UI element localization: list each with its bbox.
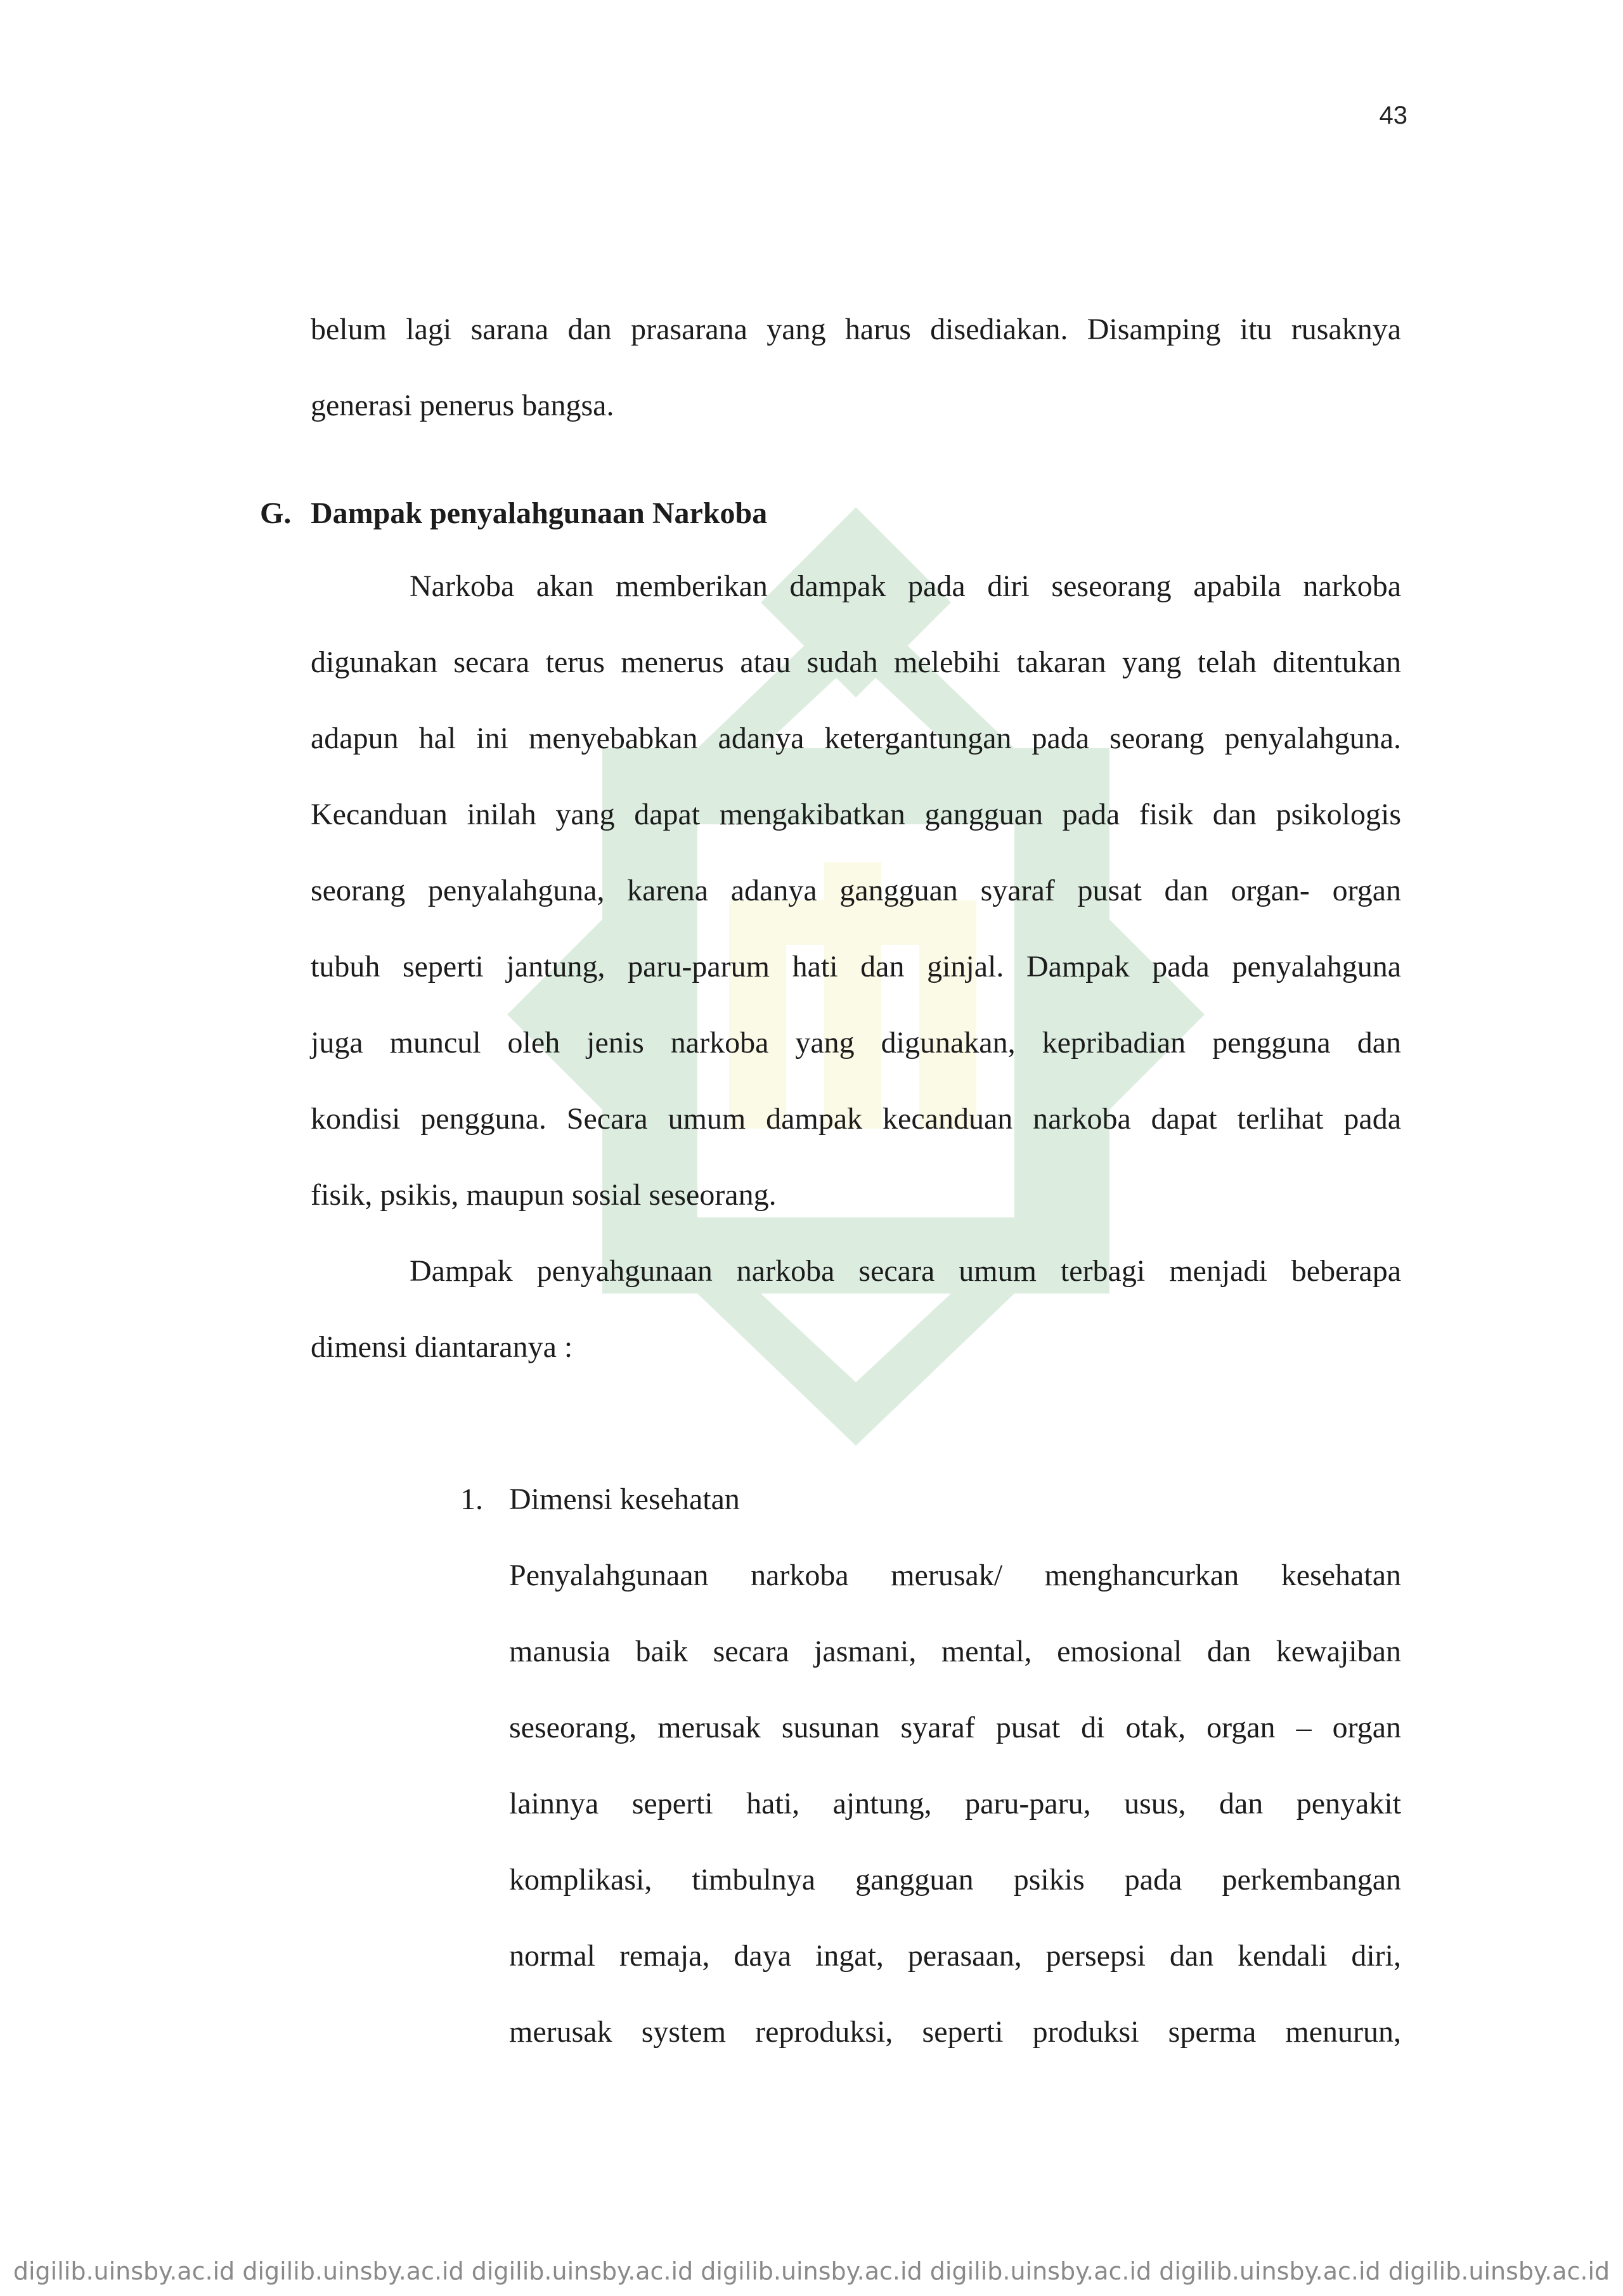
intro-paragraph — [311, 292, 1401, 444]
paragraph-line: digunakan secara terus menerus atau sudah melebihi takaran yang telah ditentukan — [311, 645, 1401, 679]
paragraph-line: adapun hal ini menyebabkan adanya ketergantungan pada seorang penyalahguna. — [311, 722, 1401, 755]
section-title: Dampak penyalahgunaan Narkoba — [311, 496, 768, 530]
paragraph-line: Dampak penyahgunaan narkoba secara umum terbagi menjadi beberapa — [410, 1254, 1401, 1288]
paragraph-1 — [311, 548, 1401, 1233]
paragraph-line: fisik, psikis, maupun sosial seseorang. — [311, 1178, 777, 1212]
intro-line: belum lagi sarana dan prasarana yang harus disediakan. Disamping itu rusaknya — [311, 313, 1401, 346]
footer-watermark-text: digilib.uinsby.ac.id digilib.uinsby.ac.id digilib.uinsby.ac.id digilib.uinsby.ac.id digilib.uinsby.ac.id digilib.uinsby.ac.id digilib.uinsby.ac.id — [13, 2257, 1610, 2285]
intro-line: generasi penerus bangsa. — [311, 389, 614, 422]
section-heading — [260, 488, 767, 539]
page-number: 43 — [1379, 101, 1407, 129]
paragraph-2 — [311, 1233, 1401, 1385]
list-item-line: normal remaja, daya ingat, perasaan, persepsi dan kendali diri, — [509, 1939, 1401, 1973]
paragraph-line: Kecanduan inilah yang dapat mengakibatkan gangguan pada fisik dan psikologis — [311, 798, 1401, 831]
list-item — [509, 1462, 1401, 2070]
list-item-line: lainnya seperti hati, ajntung, paru-paru, usus, dan penyakit — [509, 1787, 1401, 1820]
paragraph-line: Narkoba akan memberikan dampak pada diri seseorang apabila narkoba — [410, 569, 1401, 603]
list-item-line: manusia baik secara jasmani, mental, emosional dan kewajiban — [509, 1635, 1401, 1668]
list-item-title: Dimensi kesehatan — [509, 1482, 740, 1516]
list-item-number: 1. — [460, 1482, 483, 1516]
paragraph-line: dimensi diantaranya : — [311, 1330, 573, 1364]
list-item-line: Penyalahgunaan narkoba merusak/ menghancurkan kesehatan — [509, 1559, 1401, 1592]
list-item-line: merusak system reproduksi, seperti produksi sperma menurun, — [509, 2015, 1401, 2049]
section-letter: G. — [260, 496, 292, 530]
paragraph-line: seorang penyalahguna, karena adanya gangguan syaraf pusat dan organ- organ — [311, 874, 1401, 907]
list-item-line: komplikasi, timbulnya gangguan psikis pada perkembangan — [509, 1863, 1401, 1897]
paragraph-line: juga muncul oleh jenis narkoba yang digunakan, kepribadian pengguna dan — [311, 1026, 1401, 1060]
paragraph-line: tubuh seperti jantung, paru-parum hati dan ginjal. Dampak pada penyalahguna — [311, 950, 1401, 983]
list-item-line: seseorang, merusak susunan syaraf pusat di otak, organ – organ — [509, 1711, 1401, 1744]
paragraph-line: kondisi pengguna. Secara umum dampak kecanduan narkoba dapat terlihat pada — [311, 1102, 1401, 1136]
